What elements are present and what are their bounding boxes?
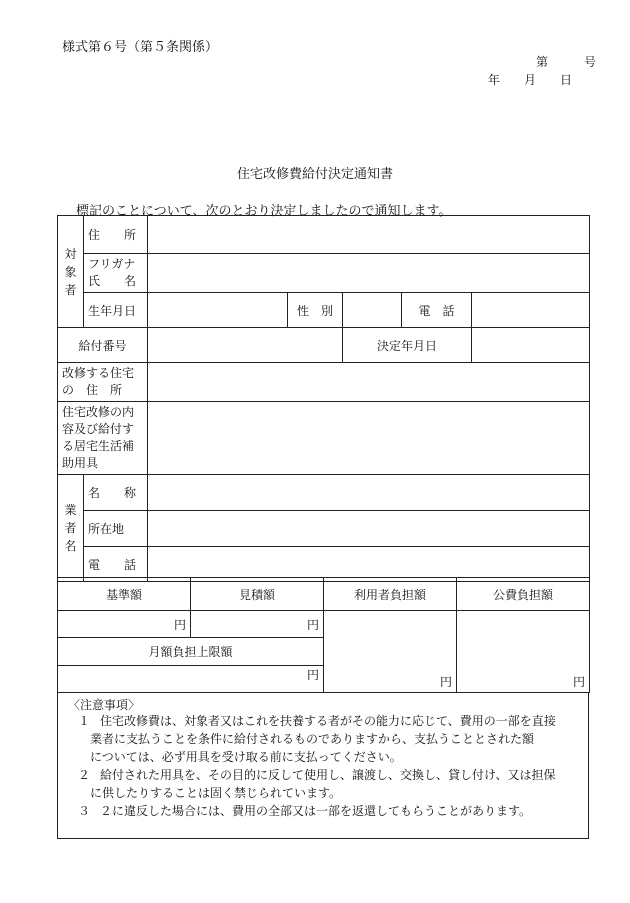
sex-field[interactable]	[343, 293, 402, 328]
decision-date-field[interactable]	[472, 328, 590, 363]
monthly-limit-field[interactable]: 円	[58, 666, 324, 693]
notes-heading: 〈注意事項〉	[68, 698, 141, 712]
address-label: 住 所	[84, 216, 148, 254]
full-name-label: 氏 名	[88, 274, 137, 288]
renovation-content-field[interactable]	[148, 402, 590, 475]
notes-section	[57, 692, 589, 839]
benefit-number-field[interactable]	[148, 328, 343, 363]
address-field[interactable]	[148, 216, 590, 254]
furigana-label: フリガナ	[88, 257, 136, 271]
vendor-group-label: 業者名	[58, 475, 84, 582]
renovation-content-label: 住宅改修の内 容及び給付す る居宅生活補 助用具	[58, 402, 148, 475]
public-share-field[interactable]: 円	[457, 611, 590, 693]
name-label	[84, 254, 148, 293]
estimate-amount-label: 見積額	[191, 578, 324, 611]
user-share-label: 利用者負担額	[324, 578, 457, 611]
note-item-1: １ 住宅改修費は、対象者又はこれを扶養する者がその能力に応じて、費用の一部を直接	[78, 714, 556, 728]
intro-text: 標記のことについて、次のとおり決定しましたので通知します。	[76, 204, 452, 219]
note-item-2-line-2: に供したりすることは固く禁じられています。	[90, 786, 342, 800]
vendor-name-field[interactable]	[148, 475, 590, 511]
note-item-2: ２ 給付された用具を、その目的に反して使用し、譲渡し、交換し、貸し付け、又は担保	[78, 768, 556, 782]
public-share-label: 公費負担額	[457, 578, 590, 611]
note-item-3: ３ ２に違反した場合には、費用の全部又は一部を返還してもらうことがあります。	[78, 804, 532, 818]
main-form-table	[57, 215, 590, 582]
benefit-number-label: 給付番号	[58, 328, 148, 363]
date-line: 年 月 日	[488, 73, 573, 87]
document-title: 住宅改修費給付決定通知書	[236, 167, 393, 182]
standard-amount-field[interactable]: 円	[58, 611, 191, 638]
user-share-field[interactable]: 円	[324, 611, 457, 693]
decision-date-label: 決定年月日	[343, 328, 472, 363]
birthdate-label: 生年月日	[84, 293, 148, 328]
vendor-location-label: 所在地	[84, 511, 148, 547]
vendor-phone-label: 電 話	[84, 547, 148, 582]
phone-label: 電 話	[402, 293, 472, 328]
renovated-address-field[interactable]	[148, 363, 590, 402]
note-item-1-line-2: 業者に支払うことを条件に給付されるものでありますから、支払うこととされた額	[90, 732, 535, 746]
monthly-limit-label: 月額負担上限額	[58, 638, 324, 666]
sex-label: 性 別	[288, 293, 343, 328]
form-number: 様式第６号（第５条関係）	[62, 40, 219, 55]
document-number-label: 第 号	[536, 55, 597, 69]
birthdate-field[interactable]	[148, 293, 288, 328]
renovated-address-label: 改修する住宅 の 住 所	[58, 363, 148, 402]
vendor-name-label: 名 称	[84, 475, 148, 511]
subject-group-label: 対象者	[58, 216, 84, 328]
estimate-amount-field[interactable]: 円	[191, 611, 324, 638]
vendor-location-field[interactable]	[148, 511, 590, 547]
name-field[interactable]	[148, 254, 590, 293]
phone-field[interactable]	[472, 293, 590, 328]
standard-amount-label: 基準額	[58, 578, 191, 611]
amount-table	[57, 577, 590, 693]
note-item-1-line-3: については、必ず用具を受け取る前に支払ってください。	[90, 750, 402, 764]
